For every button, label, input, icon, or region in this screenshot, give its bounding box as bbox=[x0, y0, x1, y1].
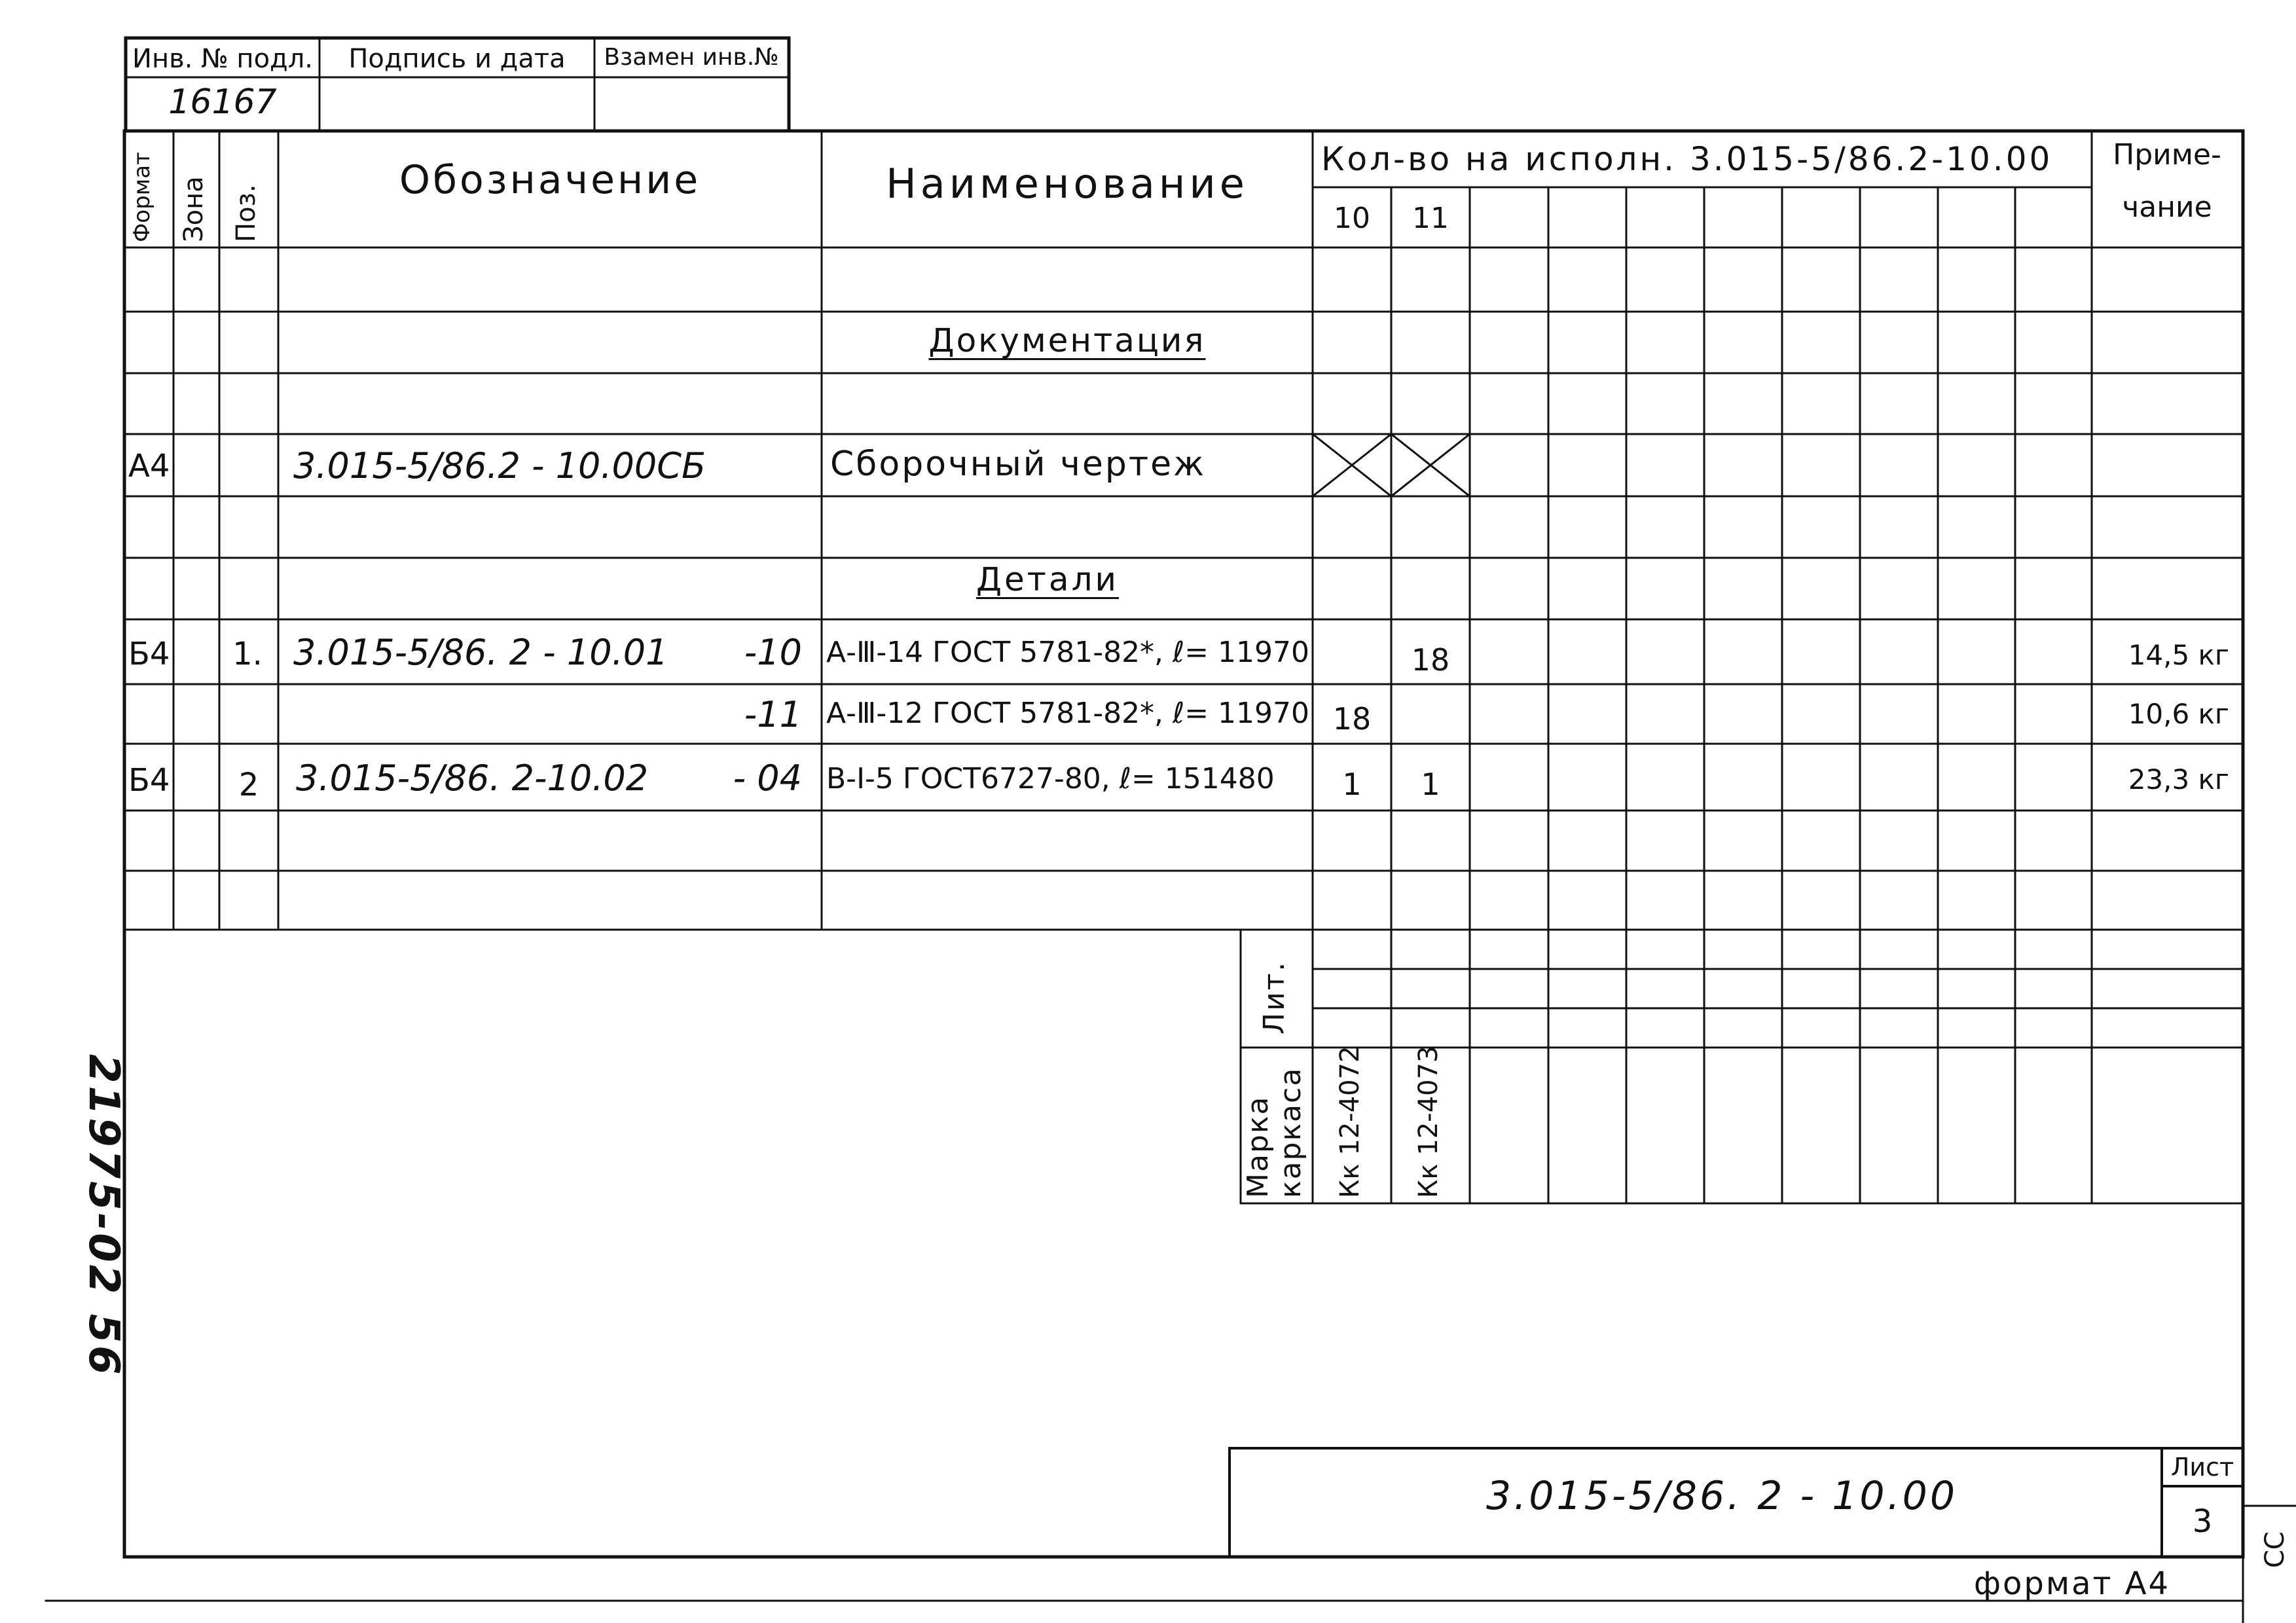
header-name: Наименование bbox=[886, 160, 1248, 208]
row1-qty-11: 18 bbox=[1411, 642, 1450, 678]
row3-qty-10: 1 bbox=[1342, 767, 1362, 802]
mark-label-line1: Марка bbox=[1241, 1095, 1275, 1198]
row3-format: Б4 bbox=[128, 762, 170, 799]
format-label: формат А4 bbox=[1974, 1565, 2171, 1602]
header-pos: Поз. bbox=[231, 184, 261, 242]
section-documentation: Документация bbox=[928, 321, 1206, 359]
header-note-line2: чание bbox=[2122, 191, 2212, 224]
row3-designation: 3.015-5/86. 2-10.02 bbox=[296, 757, 649, 799]
doc-name: Сборочный чертеж bbox=[830, 445, 1206, 484]
header-designation: Обозначение bbox=[399, 157, 701, 203]
row1-format: Б4 bbox=[128, 636, 170, 672]
row3-pos: 2 bbox=[238, 767, 259, 803]
mark-label-line2: каркаса bbox=[1274, 1067, 1307, 1198]
mark-kk-4073: Кк 12-4073 bbox=[1413, 1046, 1444, 1198]
row2-suffix: -11 bbox=[744, 694, 802, 735]
header-qty-col-10: 10 bbox=[1334, 202, 1370, 235]
mark-kk-4072: Кк 12-4072 bbox=[1335, 1046, 1365, 1198]
row2-note: 10,6 кг bbox=[2128, 698, 2229, 730]
margin-archive-number: 21975-02 56 bbox=[79, 1054, 128, 1377]
header-note-line1: Приме- bbox=[2113, 138, 2221, 172]
row3-qty-11: 1 bbox=[1421, 767, 1440, 802]
row2-qty-10: 18 bbox=[1332, 701, 1372, 737]
row1-name: А-Ⅲ-14 ГОСТ 5781-82*, ℓ= 11970 bbox=[826, 636, 1310, 669]
header-zone: Зона bbox=[179, 176, 209, 242]
row3-suffix: - 04 bbox=[733, 757, 802, 799]
row1-designation: 3.015-5/86. 2 - 10.01 bbox=[293, 632, 668, 673]
row3-note: 23,3 кг bbox=[2128, 763, 2229, 795]
doc-designation: 3.015-5/86.2 - 10.00СБ bbox=[293, 445, 706, 486]
header-qty-col-11: 11 bbox=[1412, 202, 1449, 235]
sheet-label: Лист bbox=[2170, 1453, 2234, 1482]
row3-name: В-Ⅰ-5 ГОСТ6727-80, ℓ= 151480 bbox=[826, 762, 1275, 795]
stamp-header-replace: Взамен инв.№ bbox=[604, 44, 779, 71]
sheet-number: 3 bbox=[2192, 1503, 2213, 1540]
stamp-header-inv: Инв. № подл. bbox=[132, 44, 313, 74]
lit-label: Лит. bbox=[1258, 960, 1291, 1034]
header-qty-title: Кол-во на исполн. 3.015-5/86.2-10.00 bbox=[1321, 140, 2053, 178]
stamp-inv-number: 16167 bbox=[168, 82, 277, 122]
row1-suffix: -10 bbox=[744, 632, 802, 673]
section-details: Детали bbox=[975, 560, 1120, 598]
row1-note: 14,5 кг bbox=[2128, 639, 2229, 671]
stamp-header-sign: Подпись и дата bbox=[348, 44, 566, 74]
header-format: Формат bbox=[129, 152, 155, 242]
row1-pos: 1. bbox=[232, 636, 263, 672]
corner-mark: СС bbox=[2260, 1531, 2290, 1568]
doc-format: А4 bbox=[128, 448, 170, 484]
row-lines bbox=[124, 187, 2243, 930]
row2-name: А-Ⅲ-12 ГОСТ 5781-82*, ℓ= 11970 bbox=[826, 697, 1310, 730]
title-designation: 3.015-5/86. 2 - 10.00 bbox=[1485, 1473, 1958, 1519]
